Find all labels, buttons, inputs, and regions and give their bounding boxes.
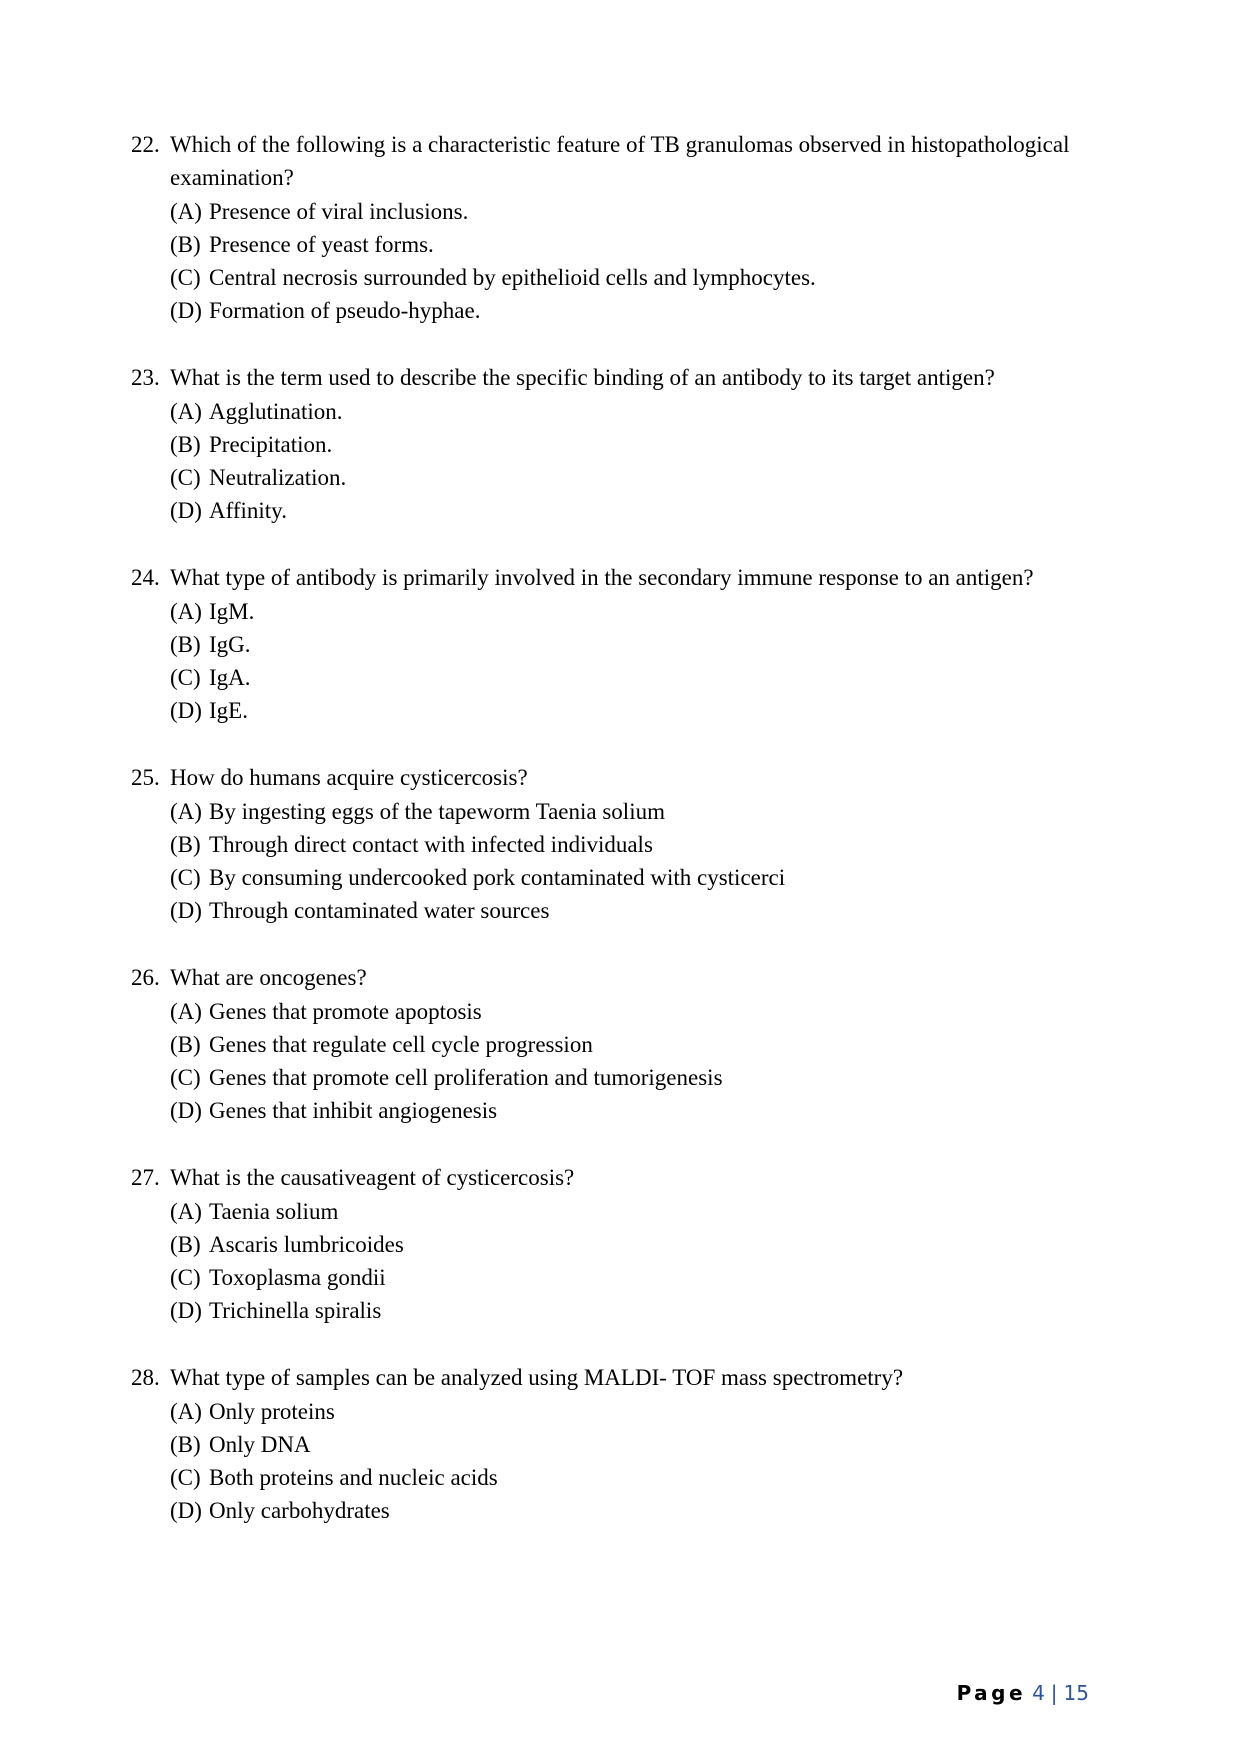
option-label: (B) (170, 1431, 201, 1457)
answer-option (170, 1028, 1111, 1061)
option-list (170, 795, 1111, 928)
page-separator: | (1050, 1681, 1058, 1705)
option-text: Only carbohydrates (209, 1498, 390, 1524)
option-label: (D) (170, 298, 202, 324)
answer-option (170, 461, 1111, 494)
option-text: By consuming undercooked pork contaminated with cysticerci (209, 865, 786, 891)
option-label: (A) (170, 598, 202, 624)
option-text: Genes that promote apoptosis (209, 998, 482, 1024)
option-text: Only proteins (209, 1398, 335, 1424)
question-stem (131, 128, 1111, 195)
option-label: (C) (170, 865, 201, 891)
option-text: Affinity. (209, 498, 287, 524)
option-label: (C) (170, 1065, 201, 1091)
option-text: IgE. (209, 698, 248, 724)
option-text: Only DNA (209, 1431, 311, 1457)
option-text: Genes that regulate cell cycle progression (209, 1031, 593, 1057)
option-text: Central necrosis surrounded by epithelioid cells and lymphocytes. (209, 265, 816, 291)
question-item (131, 361, 1111, 527)
question-stem (131, 961, 1111, 994)
option-list (170, 395, 1111, 528)
option-text: Formation of pseudo-hyphae. (209, 298, 481, 324)
option-text: Ascaris lumbricoides (209, 1231, 404, 1257)
option-text: Both proteins and nucleic acids (209, 1465, 498, 1491)
option-text: Trichinella spiralis (209, 1298, 382, 1324)
question-number: 23. (131, 365, 160, 391)
page-number: 4 (1032, 1681, 1045, 1705)
answer-option (170, 661, 1111, 694)
option-text: Presence of viral inclusions. (209, 198, 469, 224)
question-number: 22. (131, 132, 160, 157)
question-text: How do humans acquire cysticercosis? (170, 765, 528, 791)
answer-option (170, 1261, 1111, 1294)
option-label: (A) (170, 398, 202, 424)
answer-option (170, 1228, 1111, 1261)
question-item (131, 961, 1111, 1127)
answer-option (170, 694, 1111, 727)
option-label: (C) (170, 1265, 201, 1291)
total-pages: 15 (1063, 1681, 1089, 1705)
page-footer (957, 1680, 1089, 1706)
question-text: What type of antibody is primarily involved in the secondary immune response to an antigen? (170, 565, 1034, 591)
answer-option (170, 595, 1111, 628)
answer-option (170, 1061, 1111, 1094)
question-text: What are oncogenes? (170, 965, 367, 991)
option-label: (D) (170, 498, 202, 524)
option-text: Taenia solium (209, 1198, 339, 1224)
option-label: (D) (170, 1498, 202, 1524)
option-label: (A) (170, 998, 202, 1024)
answer-option (170, 1195, 1111, 1228)
question-list (131, 128, 1111, 1561)
question-number: 24. (131, 565, 160, 591)
question-text: Which of the following is a characteristic feature of TB granulomas observed in histopathological examination? (170, 132, 1070, 191)
option-label: (C) (170, 665, 201, 691)
option-text: IgG. (209, 631, 251, 657)
question-number: 25. (131, 765, 160, 791)
option-text: Through direct contact with infected individuals (209, 831, 653, 857)
answer-option (170, 861, 1111, 894)
option-text: Precipitation. (209, 431, 333, 457)
answer-option (170, 795, 1111, 828)
option-label: (B) (170, 231, 201, 257)
question-number: 26. (131, 965, 160, 991)
option-text: Genes that promote cell proliferation and tumorigenesis (209, 1065, 723, 1091)
question-item (131, 128, 1111, 328)
question-text: What is the term used to describe the specific binding of an antibody to its target antigen? (170, 365, 995, 391)
answer-option (170, 228, 1111, 261)
option-text: Genes that inhibit angiogenesis (209, 1098, 498, 1124)
question-stem (131, 361, 1111, 394)
question-number: 28. (131, 1365, 160, 1391)
option-text: Neutralization. (209, 465, 347, 491)
option-label: (A) (170, 198, 202, 224)
option-label: (C) (170, 265, 201, 291)
answer-option (170, 1494, 1111, 1527)
answer-option (170, 1461, 1111, 1494)
option-label: (B) (170, 1231, 201, 1257)
question-item (131, 561, 1111, 727)
option-label: (D) (170, 698, 202, 724)
answer-option (170, 1428, 1111, 1461)
answer-option (170, 428, 1111, 461)
option-label: (D) (170, 1298, 202, 1324)
answer-option (170, 828, 1111, 861)
question-stem (131, 1361, 1111, 1394)
option-text: By ingesting eggs of the tapeworm Taenia solium (209, 798, 665, 824)
option-list (170, 195, 1111, 328)
answer-option (170, 494, 1111, 527)
option-label: (B) (170, 831, 201, 857)
answer-option (170, 195, 1111, 228)
option-list (170, 595, 1111, 728)
option-text: Presence of yeast forms. (209, 231, 434, 257)
option-list (170, 1195, 1111, 1328)
option-label: (C) (170, 1465, 201, 1491)
option-list (170, 995, 1111, 1128)
question-text: What is the causativeagent of cysticercosis? (170, 1165, 575, 1191)
question-item (131, 1361, 1111, 1527)
option-label: (B) (170, 631, 201, 657)
answer-option (170, 294, 1111, 327)
option-label: (B) (170, 1031, 201, 1057)
question-number: 27. (131, 1165, 160, 1191)
answer-option (170, 395, 1111, 428)
answer-option (170, 261, 1111, 294)
option-label: (A) (170, 798, 202, 824)
answer-option (170, 1395, 1111, 1428)
question-stem (131, 1161, 1111, 1194)
option-label: (D) (170, 898, 202, 924)
question-item (131, 1161, 1111, 1327)
question-stem (131, 561, 1111, 594)
question-stem (131, 761, 1111, 794)
option-label: (B) (170, 431, 201, 457)
option-label: (C) (170, 465, 201, 491)
answer-option (170, 1294, 1111, 1327)
option-text: IgM. (209, 598, 255, 624)
option-text: Toxoplasma gondii (209, 1265, 386, 1291)
answer-option (170, 628, 1111, 661)
option-text: IgA. (209, 665, 251, 691)
question-text: What type of samples can be analyzed using MALDI- TOF mass spectrometry? (170, 1365, 904, 1391)
answer-option (170, 995, 1111, 1028)
option-list (170, 1395, 1111, 1528)
option-label: (A) (170, 1198, 202, 1224)
option-label: (D) (170, 1098, 202, 1124)
option-text: Agglutination. (209, 398, 343, 424)
option-label: (A) (170, 1398, 202, 1424)
page-label: Page (956, 1681, 1027, 1705)
question-item (131, 761, 1111, 927)
answer-option (170, 894, 1111, 927)
answer-option (170, 1094, 1111, 1127)
option-text: Through contaminated water sources (209, 898, 550, 924)
